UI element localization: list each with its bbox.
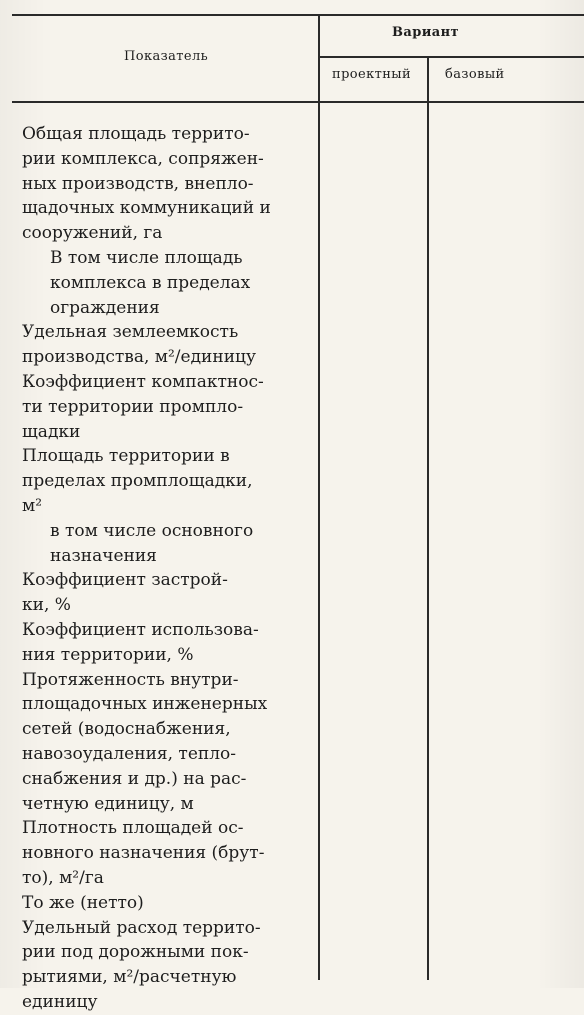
indicator-line: единицу: [22, 991, 98, 1012]
indicator-line: навозоудаления, тепло-: [22, 743, 237, 764]
indicator-line: ки, %: [22, 595, 71, 616]
indicator-line: Площадь территории в: [22, 446, 230, 467]
header-project: проектный: [332, 67, 412, 82]
indicator-line: снабжения и др.) на рас-: [22, 768, 247, 789]
indicator-line: сетей (водоснабжения,: [22, 719, 231, 740]
header-indicator: Показатель: [124, 49, 209, 64]
indicator-line: ограждения: [50, 297, 160, 318]
indicator-line: в том числе основного: [50, 520, 254, 541]
indicator-line: производства, м²/единицу: [22, 347, 256, 368]
indicator-line: площадочных инженерных: [22, 694, 268, 715]
indicator-line: щадки: [22, 421, 81, 442]
project-column-cells: [320, 103, 427, 980]
table-row: [22, 444, 304, 518]
indicator-line: то), м²/га: [22, 867, 104, 888]
indicator-line: Общая площадь террито-: [22, 124, 250, 144]
header-base: базовый: [445, 67, 505, 82]
indicator-line: пределах промплощадки,: [22, 471, 253, 492]
table-row: [22, 618, 304, 668]
indicator-line: м²: [22, 495, 43, 516]
indicator-line: Удельная землеемкость: [22, 322, 239, 343]
indicator-line: Удельный расход террито-: [22, 917, 261, 938]
table-row: [22, 668, 304, 817]
indicator-line: То же (нетто): [22, 892, 144, 913]
indicator-line: назначения: [50, 545, 157, 566]
header-variant: Вариант: [392, 25, 459, 40]
table-row: [22, 568, 304, 618]
indicator-list: [22, 122, 304, 1015]
indicator-line: ти территории промпло-: [22, 396, 244, 417]
table-top-rule: [12, 14, 584, 16]
base-column-cells: [429, 103, 584, 980]
indicator-line: четную единицу, м: [22, 793, 194, 814]
indicator-line: сооружений, га: [22, 223, 163, 244]
indicator-line: щадочных коммуникаций и: [22, 198, 271, 219]
table-row: [22, 916, 304, 1015]
indicator-line: рии комплекса, сопряжен-: [22, 148, 264, 169]
variant-subheader-rule: [318, 56, 584, 58]
indicator-line: Коэффициент застрой-: [22, 570, 228, 591]
indicator-line: Коэффициент компактнос-: [22, 371, 264, 392]
table-row: [22, 519, 304, 569]
indicator-line: ния территории, %: [22, 644, 194, 665]
indicator-line: рии под дорожными пок-: [22, 942, 249, 963]
table-row: [22, 122, 304, 246]
indicator-line: новного назначения (брут-: [22, 843, 265, 864]
table-row: [22, 891, 304, 916]
indicator-line: В том числе площадь: [50, 247, 243, 268]
indicator-line: Плотность площадей ос-: [22, 818, 244, 839]
table-row: [22, 320, 304, 370]
table-row: [22, 246, 304, 320]
indicator-line: комплекса в пределах: [50, 272, 251, 293]
indicator-line: Коэффициент использова-: [22, 619, 259, 640]
table-row: [22, 816, 304, 890]
table-row: [22, 370, 304, 444]
indicator-line: Протяженность внутри-: [22, 669, 239, 690]
indicator-line: ных производств, внепло-: [22, 173, 254, 194]
indicator-line: рытиями, м²/расчетную: [22, 967, 237, 988]
